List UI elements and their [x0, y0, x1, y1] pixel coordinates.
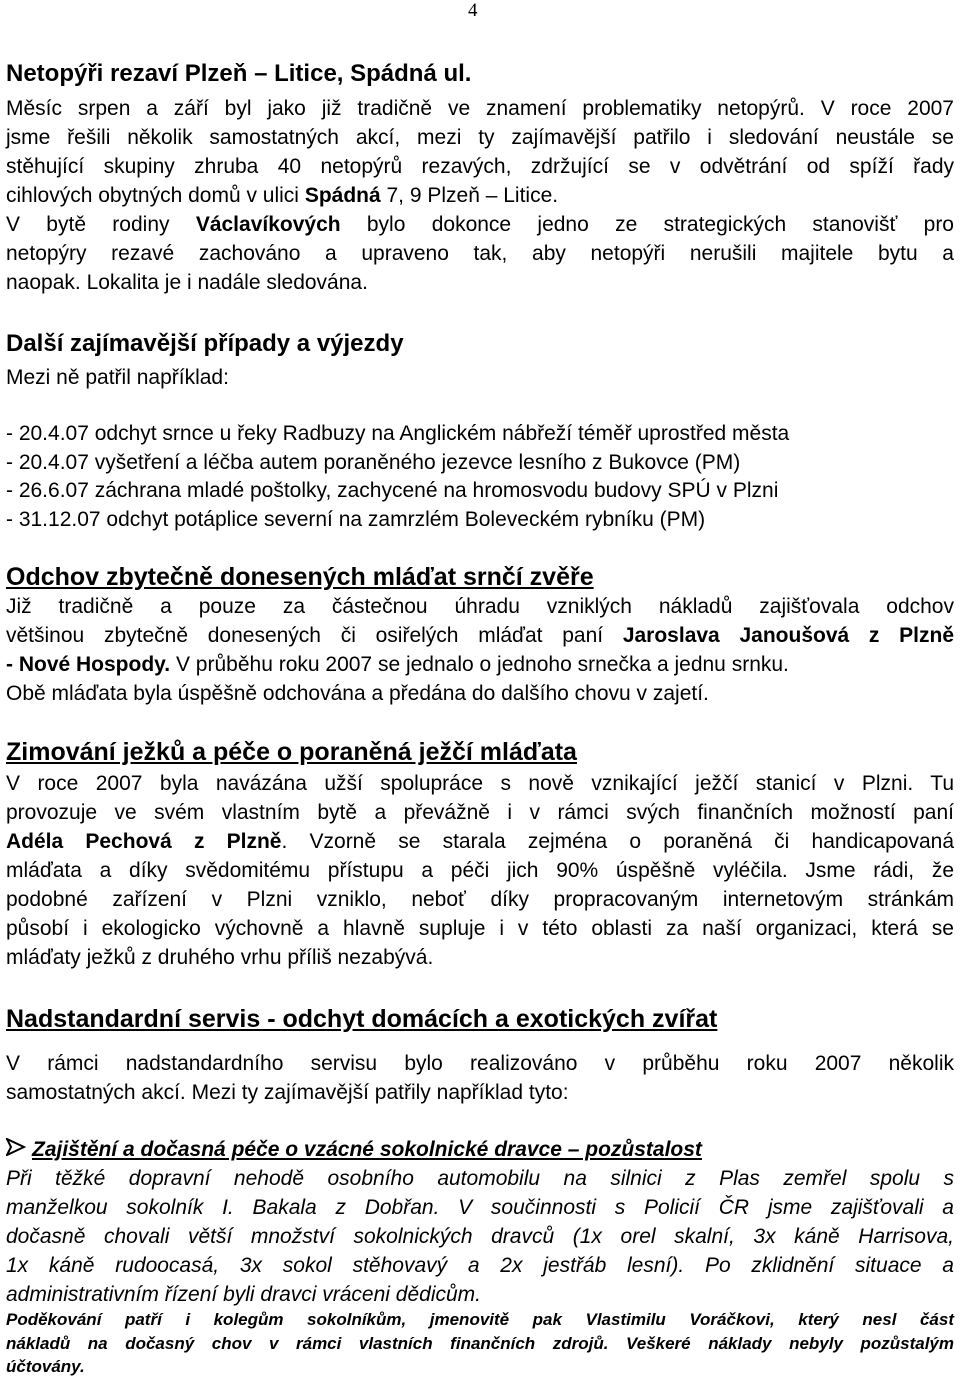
paragraph-line: mláďata a díky svědomitému přístupu a péči jich 90% úspěšně vyléčila. Jsme rádi, že — [6, 859, 954, 882]
paragraph-line: V rámci nadstandardního servisu bylo realizováno v průběhu roku 2007 několik — [6, 1052, 954, 1075]
paragraph-line: jsme řešili několik samostatných akcí, mezi ty zajímavější patřilo i sledování neustále se — [6, 126, 954, 149]
paragraph-line: Obě mláďata byla úspěšně odchována a předána do dalšího chovu v zajetí. — [6, 682, 709, 705]
paragraph-line: V bytě rodiny Václavíkových bylo dokonce jedno ze strategických stanovišť pro — [6, 213, 954, 236]
paragraph-line: většinou zbytečně donesených či osiřelých mláďat paní Jaroslava Janoušová z Plzně — [6, 624, 954, 647]
paragraph-line: samostatných akcí. Mezi ty zajímavější patřily například tyto: — [6, 1081, 569, 1104]
list-item: - 31.12.07 odchyt potáplice severní na zamrzlém Boleveckém rybníku (PM) — [6, 508, 706, 531]
paragraph-line: působí i ekologicko výchovně a hlavně supluje i v této oblasti za naší organizaci, která se — [6, 917, 954, 940]
paragraph-line: naopak. Lokalita je i nadále sledována. — [6, 271, 368, 294]
paragraph-line: Mezi ně patřil například: — [6, 366, 229, 389]
paragraph-line: Měsíc srpen a září byl jako již tradičně ve znamení problematiky netopýrů. V roce 2007 — [6, 97, 954, 120]
paragraph-line: netopýry rezavé zachováno a upraveno tak, aby netopýři nerušili majitele bytu a — [6, 242, 954, 265]
paragraph-line: Při těžké dopravní nehodě osobního automobilu na silnici z Plas zemřel spolu s — [6, 1167, 954, 1190]
section-title-hedgehogs: Zimování ježků a péče o poraněná ježčí mláďata — [6, 738, 577, 766]
paragraph-line: Již tradičně a pouze za částečnou úhradu vzniklých nákladů zajišťovala odchov — [6, 595, 954, 618]
paragraph-line: stěhující skupiny zhruba 40 netopýrů rezavých, zdržující se v odvětrání od spíží řady — [6, 155, 954, 178]
page-number: 4 — [468, 0, 478, 21]
section-title-cases: Další zajímavější případy a výjezdy — [6, 330, 404, 357]
list-item: - 26.6.07 záchrana mladé poštolky, zachycené na hromosvodu budovy SPÚ v Plzni — [6, 479, 779, 502]
paragraph-line: V roce 2007 byla navázána užší spolupráce s nově vznikající ježčí stanicí v Plzni. Tu — [6, 772, 954, 795]
paragraph-line: mláďaty ježků z druhého vrhu příliš nezabývá. — [6, 946, 434, 969]
paragraph-line: Adéla Pechová z Plzně. Vzorně se starala zejména o poraněná či handicapovaná — [6, 830, 954, 853]
paragraph-line: cihlových obytných domů v ulici Spádná 7, 9 Plzeň – Litice. — [6, 184, 559, 207]
section-title-bats: Netopýři rezaví Plzeň – Litice, Spádná ul. — [6, 60, 472, 87]
list-item: - 20.4.07 odchyt srnce u řeky Radbuzy na Anglickém nábřeží téměř uprostřed města — [6, 422, 790, 445]
paragraph-line: administrativním řízení byli dravci vráceni dědicům. — [6, 1283, 482, 1306]
list-item: - 20.4.07 vyšetření a léčba autem poraněného jezevce lesního z Bukovce (PM) — [6, 451, 741, 474]
thanks-line: nákladů na dočasný chov v rámci vlastních finančních zdrojů. Veškeré náklady nebyly pozůstalým — [6, 1334, 954, 1353]
section-title-service: Nadstandardní servis - odchyt domácích a exotických zvířat — [6, 1005, 718, 1033]
paragraph-line: podobné zařízení v Plzni vzniklo, neboť díky propracovaným internetovým stránkám — [6, 888, 954, 911]
paragraph-line: provozuje ve svém vlastním bytě a převážně i v rámci svých finančních možností paní — [6, 801, 954, 824]
paragraph-line: dočasně chovali větší množství sokolnických dravců (1x orel skalní, 3x káně Harrisova, — [6, 1225, 954, 1248]
bullet-heading: Zajištění a dočasná péče o vzácné sokolnické dravce – pozůstalost — [6, 1136, 702, 1164]
arrow-bullet-icon — [6, 1136, 32, 1164]
paragraph-line: manželkou sokolník I. Bakala z Dobřan. V součinnosti s Policií ČR jsme zajišťovali a — [6, 1196, 954, 1219]
paragraph-line: - Nové Hospody. V průběhu roku 2007 se jednalo o jednoho srnečka a jednu srnku. — [6, 653, 789, 676]
thanks-line: Poděkování patří i kolegům sokolníkům, jmenovitě pak Vlastimilu Voráčkovi, který nesl část — [6, 1310, 954, 1329]
paragraph-line: 1x káně rudoocasá, 3x sokol stěhovavý a 2x jestřáb lesní). Po zklidnění situace a — [6, 1254, 954, 1277]
section-title-deer: Odchov zbytečně donesených mláďat srnčí zvěře — [6, 563, 594, 591]
thanks-line: účtovány. — [6, 1357, 85, 1376]
